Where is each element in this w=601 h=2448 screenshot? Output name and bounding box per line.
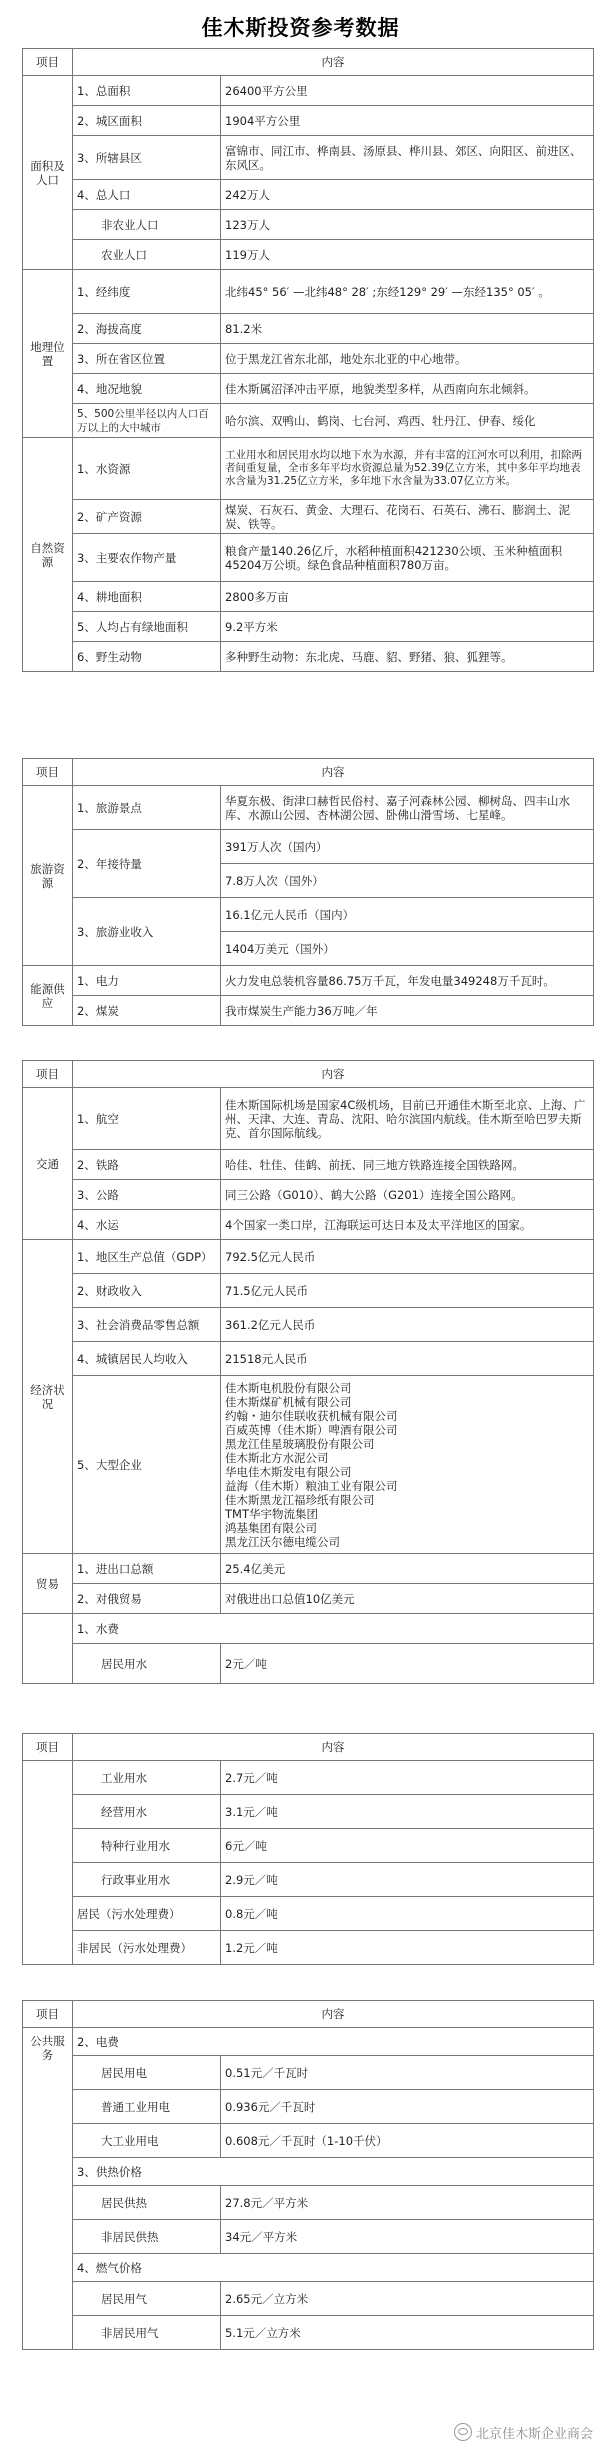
row-value: 16.1亿元人民币（国内） (221, 898, 594, 932)
header-item: 项目 (23, 2001, 73, 2028)
category-economy: 经济状况 (23, 1240, 73, 1554)
row-label: 居民（污水处理费） (73, 1897, 221, 1931)
row-value: 2元／吨 (221, 1644, 594, 1684)
row-label: 1、水费 (73, 1614, 594, 1644)
row-value: 位于黑龙江省东北部，地处东北亚的中心地带。 (221, 344, 594, 374)
row-label: 1、经纬度 (73, 270, 221, 314)
row-value: 煤炭、石灰石、黄金、大理石、花岗石、石英石、沸石、膨润土、泥炭、铁等。 (221, 500, 594, 534)
row-value: 佳木斯属沼泽冲击平原，地貌类型多样，从西南向东北倾斜。 (221, 374, 594, 404)
section-water-fees (22, 1733, 594, 1965)
row-value: 多种野生动物：东北虎、马鹿、貂、野猪、狼、狐狸等。 (221, 642, 594, 672)
row-value: 火力发电总装机容量86.75万千瓦，年发电量349248万千瓦时。 (221, 966, 594, 996)
list-item: 黑龙江佳星玻璃股份有限公司 (225, 1436, 375, 1451)
row-value: 5.1元／立方米 (221, 2316, 594, 2350)
row-value: 对俄进出口总值10亿美元 (221, 1584, 594, 1614)
row-label: 2、矿产资源 (73, 500, 221, 534)
list-item: 益海（佳木斯）粮油工业有限公司 (225, 1478, 398, 1493)
enterprise-list (221, 1376, 594, 1554)
row-label: 2、城区面积 (73, 106, 221, 136)
row-label: 3、所辖县区 (73, 136, 221, 180)
row-label: 4、耕地面积 (73, 582, 221, 612)
section-public-services (22, 2000, 594, 2350)
tourism-energy-table (22, 758, 594, 1026)
category-trade: 贸易 (23, 1554, 73, 1614)
watermark (454, 2423, 593, 2442)
list-item: 黑龙江沃尔德电缆公司 (225, 1534, 340, 1549)
row-label: 居民用气 (73, 2282, 221, 2316)
row-label: 5、人均占有绿地面积 (73, 612, 221, 642)
row-value: 0.8元／吨 (221, 1897, 594, 1931)
row-value: 361.2亿元人民币 (221, 1308, 594, 1342)
row-label: 3、旅游业收入 (73, 898, 221, 966)
list-item: TMT华宇物流集团 (225, 1506, 318, 1521)
row-value: 9.2平方米 (221, 612, 594, 642)
list-item: 华电佳木斯发电有限公司 (225, 1464, 352, 1479)
row-label: 3、主要农作物产量 (73, 534, 221, 582)
row-value: 华夏东极、街津口赫哲民俗村、嘉子河森林公园、柳树岛、四丰山水库、水源山公园、杏林湖公园、卧佛山滑雪场、七星峰。 (221, 786, 594, 830)
row-value: 我市煤炭生产能力36万吨／年 (221, 996, 594, 1026)
category-tourism: 旅游资源 (23, 786, 73, 966)
row-label: 2、财政收入 (73, 1274, 221, 1308)
row-value: 7.8万人次（国外） (221, 864, 594, 898)
row-label: 居民供热 (73, 2186, 221, 2220)
row-label: 3、供热价格 (73, 2158, 594, 2186)
row-label: 1、总面积 (73, 76, 221, 106)
list-item: 佳木斯北方水泥公司 (225, 1450, 329, 1465)
row-value: 佳木斯国际机场是国家4C级机场，目前已开通佳木斯至北京、上海、广州、天津、大连、青岛、沈阳、哈尔滨国内航线。佳木斯至哈巴罗夫斯克、首尔国际航线。 (221, 1088, 594, 1150)
row-value: 工业用水和居民用水均以地下水为水源，并有丰富的江河水可以利用，扣除两者间重复量，全市多年平均水资源总量为52.39亿立方米，其中多年平均地表水含量为31.25亿立方米，多年地下水含量为33.07亿立方米。 (221, 438, 594, 500)
row-label: 特种行业用水 (73, 1829, 221, 1863)
row-value: 哈佳、牡佳、佳鹤、前抚、同三地方铁路连接全国铁路网。 (221, 1150, 594, 1180)
row-label: 2、电费 (73, 2028, 594, 2056)
row-label: 2、煤炭 (73, 996, 221, 1026)
page-title: 佳木斯投资参考数据 (201, 16, 400, 40)
row-label: 1、航空 (73, 1088, 221, 1150)
header-item: 项目 (23, 759, 73, 786)
table-header (23, 1734, 594, 1761)
basic-info-table (22, 48, 594, 672)
row-label: 1、地区生产总值（GDP） (73, 1240, 221, 1274)
list-item: 佳木斯黑龙江福珍纸有限公司 (225, 1492, 375, 1507)
row-label: 非居民用气 (73, 2316, 221, 2350)
row-label: 居民用水 (73, 1644, 221, 1684)
row-value: 21518元人民币 (221, 1342, 594, 1376)
row-label: 2、年接待量 (73, 830, 221, 898)
row-value: 34元／平方米 (221, 2220, 594, 2254)
header-item: 项目 (23, 49, 73, 76)
header-content: 内容 (73, 49, 594, 76)
category-traffic: 交通 (23, 1088, 73, 1240)
row-value: 792.5亿元人民币 (221, 1240, 594, 1274)
category-public-services: 公共服务 (23, 2028, 73, 2350)
row-label: 非居民（污水处理费） (73, 1931, 221, 1965)
section-traffic-economy (22, 1060, 594, 1684)
row-value: 2.9元／吨 (221, 1863, 594, 1897)
row-value: 北纬45° 56′ —北纬48° 28′ ;东经129° 29′ —东经135° 05′ 。 (221, 270, 594, 314)
row-label: 4、燃气价格 (73, 2254, 594, 2282)
table-header (23, 49, 594, 76)
row-value: 1904平方公里 (221, 106, 594, 136)
row-label: 5、500公里半径以内人口百万以上的大中城市 (73, 404, 221, 438)
section-basic-info (22, 48, 594, 672)
row-value: 1.2元／吨 (221, 1931, 594, 1965)
row-label: 工业用水 (73, 1761, 221, 1795)
row-label: 5、大型企业 (73, 1376, 221, 1554)
public-services-table (22, 2000, 594, 2350)
row-value: 25.4亿美元 (221, 1554, 594, 1584)
row-label: 6、野生动物 (73, 642, 221, 672)
row-value: 0.936元／千瓦时 (221, 2090, 594, 2124)
category-natural-resources: 自然资源 (23, 438, 73, 672)
row-label: 4、水运 (73, 1210, 221, 1240)
row-value: 3.1元／吨 (221, 1795, 594, 1829)
header-content: 内容 (73, 759, 594, 786)
header-item: 项目 (23, 1734, 73, 1761)
wechat-icon (454, 2423, 472, 2441)
list-item: 百威英博（佳木斯）啤酒有限公司 (225, 1422, 398, 1437)
category-blank (23, 1614, 73, 1684)
row-value: 119万人 (221, 240, 594, 270)
row-label: 非农业人口 (73, 210, 221, 240)
traffic-economy-table (22, 1060, 594, 1684)
row-label: 行政事业用水 (73, 1863, 221, 1897)
category-area-population: 面积及人口 (23, 76, 73, 270)
row-value: 2.7元／吨 (221, 1761, 594, 1795)
list-item: 佳木斯煤矿机械有限公司 (225, 1394, 352, 1409)
row-label: 非居民供热 (73, 2220, 221, 2254)
row-label: 2、海拔高度 (73, 314, 221, 344)
row-label: 4、总人口 (73, 180, 221, 210)
water-fees-table (22, 1733, 594, 1965)
row-label: 2、对俄贸易 (73, 1584, 221, 1614)
category-energy: 能源供应 (23, 966, 73, 1026)
row-value: 1404万美元（国外） (221, 932, 594, 966)
row-label: 4、地况地貌 (73, 374, 221, 404)
row-value: 242万人 (221, 180, 594, 210)
row-label: 3、社会消费品零售总额 (73, 1308, 221, 1342)
row-value: 71.5亿元人民币 (221, 1274, 594, 1308)
category-blank (23, 1761, 73, 1965)
header-item: 项目 (23, 1061, 73, 1088)
header-content: 内容 (73, 1734, 594, 1761)
row-label: 1、水资源 (73, 438, 221, 500)
table-header (23, 1061, 594, 1088)
row-label: 居民用电 (73, 2056, 221, 2090)
row-value: 4个国家一类口岸，江海联运可达日本及太平洋地区的国家。 (221, 1210, 594, 1240)
table-header (23, 759, 594, 786)
row-value: 同三公路（G010）、鹤大公路（G201）连接全国公路网。 (221, 1180, 594, 1210)
watermark-text: 北京佳木斯企业商会 (475, 2427, 593, 2442)
list-item: 佳木斯电机股份有限公司 (225, 1380, 352, 1395)
section-tourism-energy (22, 758, 594, 1026)
header-content: 内容 (73, 1061, 594, 1088)
row-label: 2、铁路 (73, 1150, 221, 1180)
row-label: 3、公路 (73, 1180, 221, 1210)
row-value: 0.608元／千瓦时（1-10千伏） (221, 2124, 594, 2158)
row-label: 3、所在省区位置 (73, 344, 221, 374)
row-value: 123万人 (221, 210, 594, 240)
row-label: 1、电力 (73, 966, 221, 996)
row-value: 26400平方公里 (221, 76, 594, 106)
row-label: 大工业用电 (73, 2124, 221, 2158)
row-value: 粮食产量140.26亿斤，水稻种植面积421230公顷、玉米种植面积45204万公顷。绿色食品种植面积780万亩。 (221, 534, 594, 582)
row-value: 27.8元／平方米 (221, 2186, 594, 2220)
row-label: 1、旅游景点 (73, 786, 221, 830)
row-value: 391万人次（国内） (221, 830, 594, 864)
row-value: 0.51元／千瓦时 (221, 2056, 594, 2090)
row-value: 哈尔滨、双鸭山、鹤岗、七台河、鸡西、牡丹江、伊春、绥化 (221, 404, 594, 438)
row-label: 农业人口 (73, 240, 221, 270)
list-item: 鸿基集团有限公司 (225, 1520, 317, 1535)
row-label: 普通工业用电 (73, 2090, 221, 2124)
row-value: 6元／吨 (221, 1829, 594, 1863)
row-label: 1、进出口总额 (73, 1554, 221, 1584)
row-value: 81.2米 (221, 314, 594, 344)
row-label: 经营用水 (73, 1795, 221, 1829)
header-content: 内容 (73, 2001, 594, 2028)
row-value: 2.65元／立方米 (221, 2282, 594, 2316)
row-value: 2800多万亩 (221, 582, 594, 612)
row-value: 富锦市、同江市、桦南县、汤原县、桦川县、郊区、向阳区、前进区、东风区。 (221, 136, 594, 180)
table-header (23, 2001, 594, 2028)
category-geography: 地理位置 (23, 270, 73, 438)
list-item: 约翰・迪尔佳联收获机械有限公司 (225, 1408, 398, 1423)
row-label: 4、城镇居民人均收入 (73, 1342, 221, 1376)
